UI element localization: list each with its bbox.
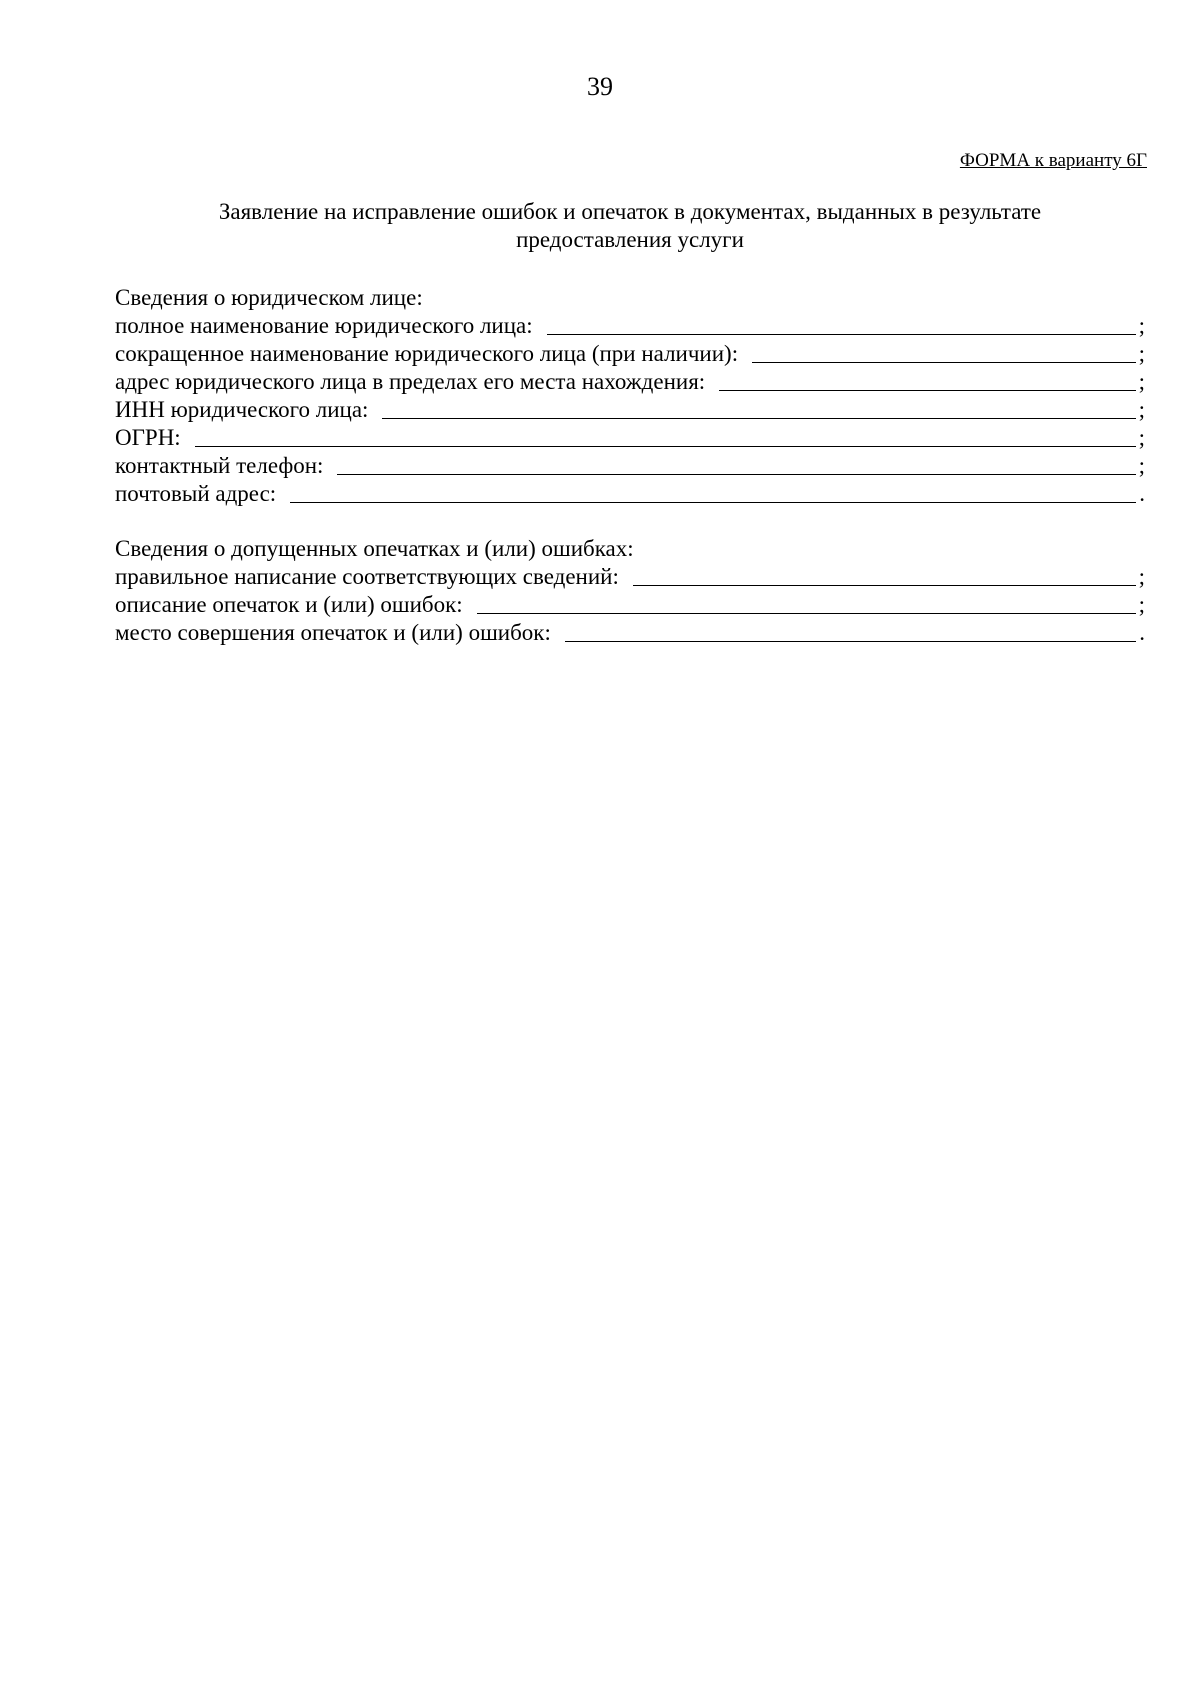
field-punctuation: ; [1138,564,1145,589]
field-label: сокращенное наименование юридического лица (при наличии): [115,341,739,366]
field-correct-spelling [115,563,1145,591]
field-label: место совершения опечаток и (или) ошибок: [115,620,551,645]
field-label: контактный телефон: [115,453,324,478]
field-full-name [115,312,1145,340]
fill-in-line[interactable] [719,390,1135,391]
errors-heading: Сведения о допущенных опечатках и (или) ошибках: [115,536,634,561]
field-punctuation: ; [1138,341,1145,366]
fill-in-line[interactable] [290,502,1136,503]
field-punctuation: ; [1138,425,1145,450]
field-punctuation: ; [1138,313,1145,338]
form-reference: ФОРМА к варианту 6Г [959,150,1147,171]
fill-in-line[interactable] [633,585,1136,586]
field-short-name [115,340,1145,368]
field-label: описание опечаток и (или) ошибок: [115,592,463,617]
field-punctuation: ; [1138,592,1145,617]
errors-section [115,535,1145,647]
field-postal-address [115,480,1145,508]
fill-in-line[interactable] [565,641,1136,642]
field-label: полное наименование юридического лица: [115,313,533,338]
fill-in-line[interactable] [195,446,1136,447]
field-label: правильное написание соответствующих сведений: [115,564,619,589]
field-label: адрес юридического лица в пределах его места нахождения: [115,369,706,394]
field-label: почтовый адрес: [115,481,277,506]
field-label: ОГРН: [115,425,181,450]
field-error-description [115,591,1145,619]
field-error-location [115,619,1145,647]
fill-in-line[interactable] [337,474,1135,475]
document-title: Заявление на исправление ошибок и опечаток в документах, выданных в результате предоставления услуги [218,199,1042,252]
fill-in-line[interactable] [477,613,1136,614]
legal-entity-heading: Сведения о юридическом лице: [115,285,423,310]
legal-entity-section [115,284,1145,508]
fill-in-line[interactable] [752,362,1136,363]
field-punctuation: ; [1138,369,1145,394]
field-punctuation: . [1139,620,1145,645]
field-inn [115,396,1145,424]
field-punctuation: . [1139,481,1145,506]
field-phone [115,452,1145,480]
field-punctuation: ; [1138,397,1145,422]
fill-in-line[interactable] [382,418,1135,419]
field-ogrn [115,424,1145,452]
page-number: 39 [587,72,613,101]
fill-in-line[interactable] [547,334,1136,335]
field-address [115,368,1145,396]
field-label: ИНН юридического лица: [115,397,369,422]
field-punctuation: ; [1138,453,1145,478]
